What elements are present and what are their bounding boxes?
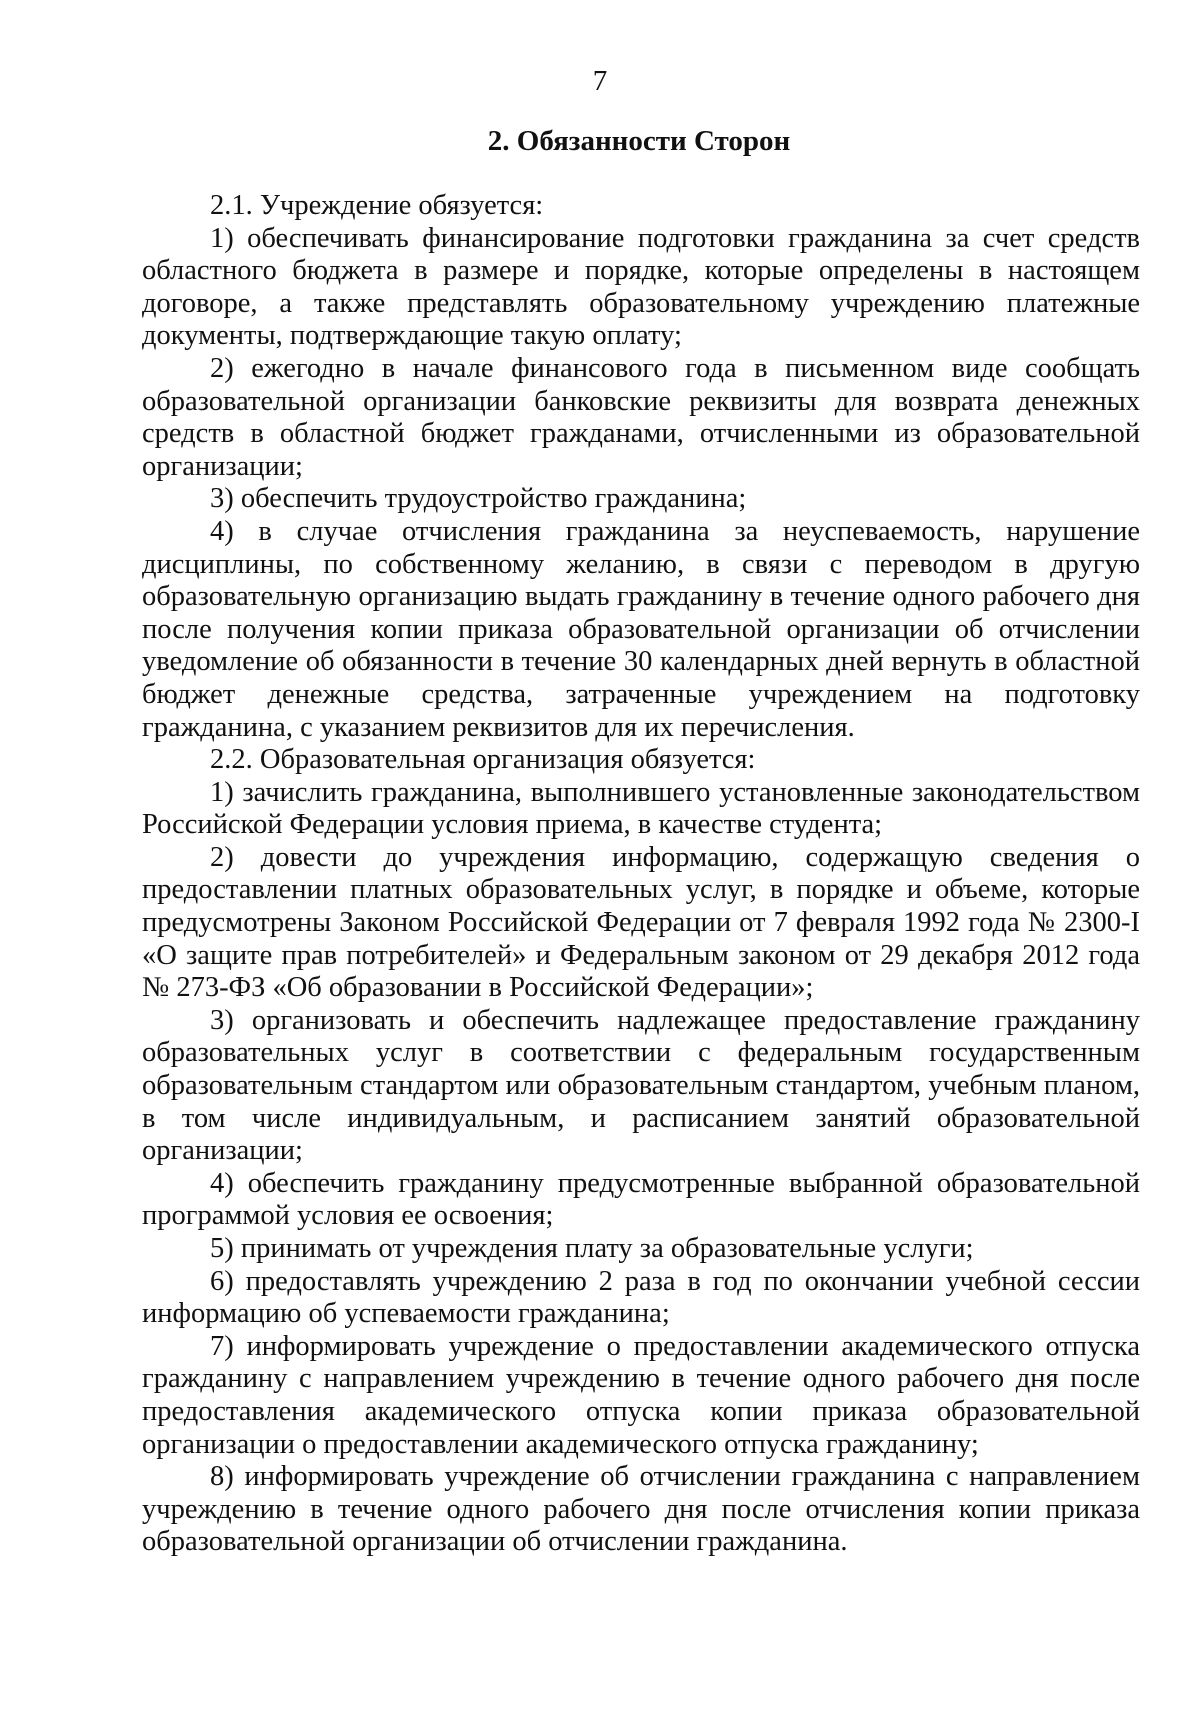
clause-2-1-item-3: 3) обеспечить трудоустройство гражданина; bbox=[210, 483, 747, 515]
clause-2-2-item-2: 2) довести до учреждения информацию, содержащую сведения о предоставлении платных образовательных услуг, в порядке и объеме, которые предусмотрены Законом Российской Федерации от 7 февраля 1992 года № 2300-I «О защите прав потребителей» и Федеральным законом от 29 декабря 2012 года № 273-ФЗ «Об образовании в Российской Федерации»; bbox=[142, 841, 1140, 1004]
clause-2-2-heading: 2.2. Образовательная организация обязуется: bbox=[210, 744, 756, 776]
clause-2-1-item-1: 1) обеспечивать финансирование подготовки гражданина за счет средств областного бюджета в размере и порядке, которые определены в настоящем договоре, а также представлять образовательному учреждению платежные документы, подтверждающие такую оплату; bbox=[142, 222, 1140, 352]
clause-2-2-item-3: 3) организовать и обеспечить надлежащее предоставление гражданину образовательных услуг в соответствии с федеральным государственным образовательным стандартом или образовательным стандартом, учебным планом, в том числе индивидуальным, и расписанием занятий образовательной организации; bbox=[142, 1004, 1140, 1167]
clause-2-2-item-6: 6) предоставлять учреждению 2 раза в год по окончании учебной сессии информацию об успеваемости гражданина; bbox=[142, 1265, 1140, 1330]
clause-2-1-heading: 2.1. Учреждение обязуется: bbox=[210, 190, 544, 221]
section-title: 2. Обязанности Сторон bbox=[487, 125, 791, 157]
clause-2-2-item-8: 8) информировать учреждение об отчислении гражданина с направлением учреждению в течение одного рабочего дня после отчисления копии приказа образовательной организации об отчислении гражданина. bbox=[142, 1461, 1140, 1558]
clause-2-2-item-4: 4) обеспечить гражданину предусмотренные выбранной образовательной программой условия ее освоения; bbox=[142, 1167, 1140, 1232]
clause-2-2-item-7: 7) информировать учреждение о предоставлении академического отпуска гражданину с направлением учреждению в течение одного рабочего дня после предоставления академического отпуска копии приказа образовательной организации о предоставлении академического отпуска гражданину; bbox=[142, 1330, 1140, 1460]
clause-2-2-item-5: 5) принимать от учреждения плату за образовательные услуги; bbox=[210, 1233, 974, 1264]
page-number: 7 bbox=[592, 65, 608, 97]
clause-2-1-item-4: 4) в случае отчисления гражданина за неуспеваемость, нарушение дисциплины, по собственному желанию, в связи с переводом в другую образовательную организацию выдать гражданину в течение одного рабочего дня после получения копии приказа образовательной организации об отчислении уведомление об обязанности в течение 30 календарных дней вернуть в областной бюджет денежные средства, затраченные учреждением на подготовку гражданина, с указанием реквизитов для их перечисления. bbox=[142, 515, 1140, 743]
document-body bbox=[142, 190, 1140, 1559]
clause-2-2-item-1: 1) зачислить гражданина, выполнившего установленные законодательством Российской Федерации условия приема, в качестве студента; bbox=[142, 776, 1140, 841]
clause-2-1-item-2: 2) ежегодно в начале финансового года в письменном виде сообщать образовательной организации банковские реквизиты для возврата денежных средств в областной бюджет гражданами, отчисленными из образовательной организации; bbox=[142, 352, 1140, 482]
